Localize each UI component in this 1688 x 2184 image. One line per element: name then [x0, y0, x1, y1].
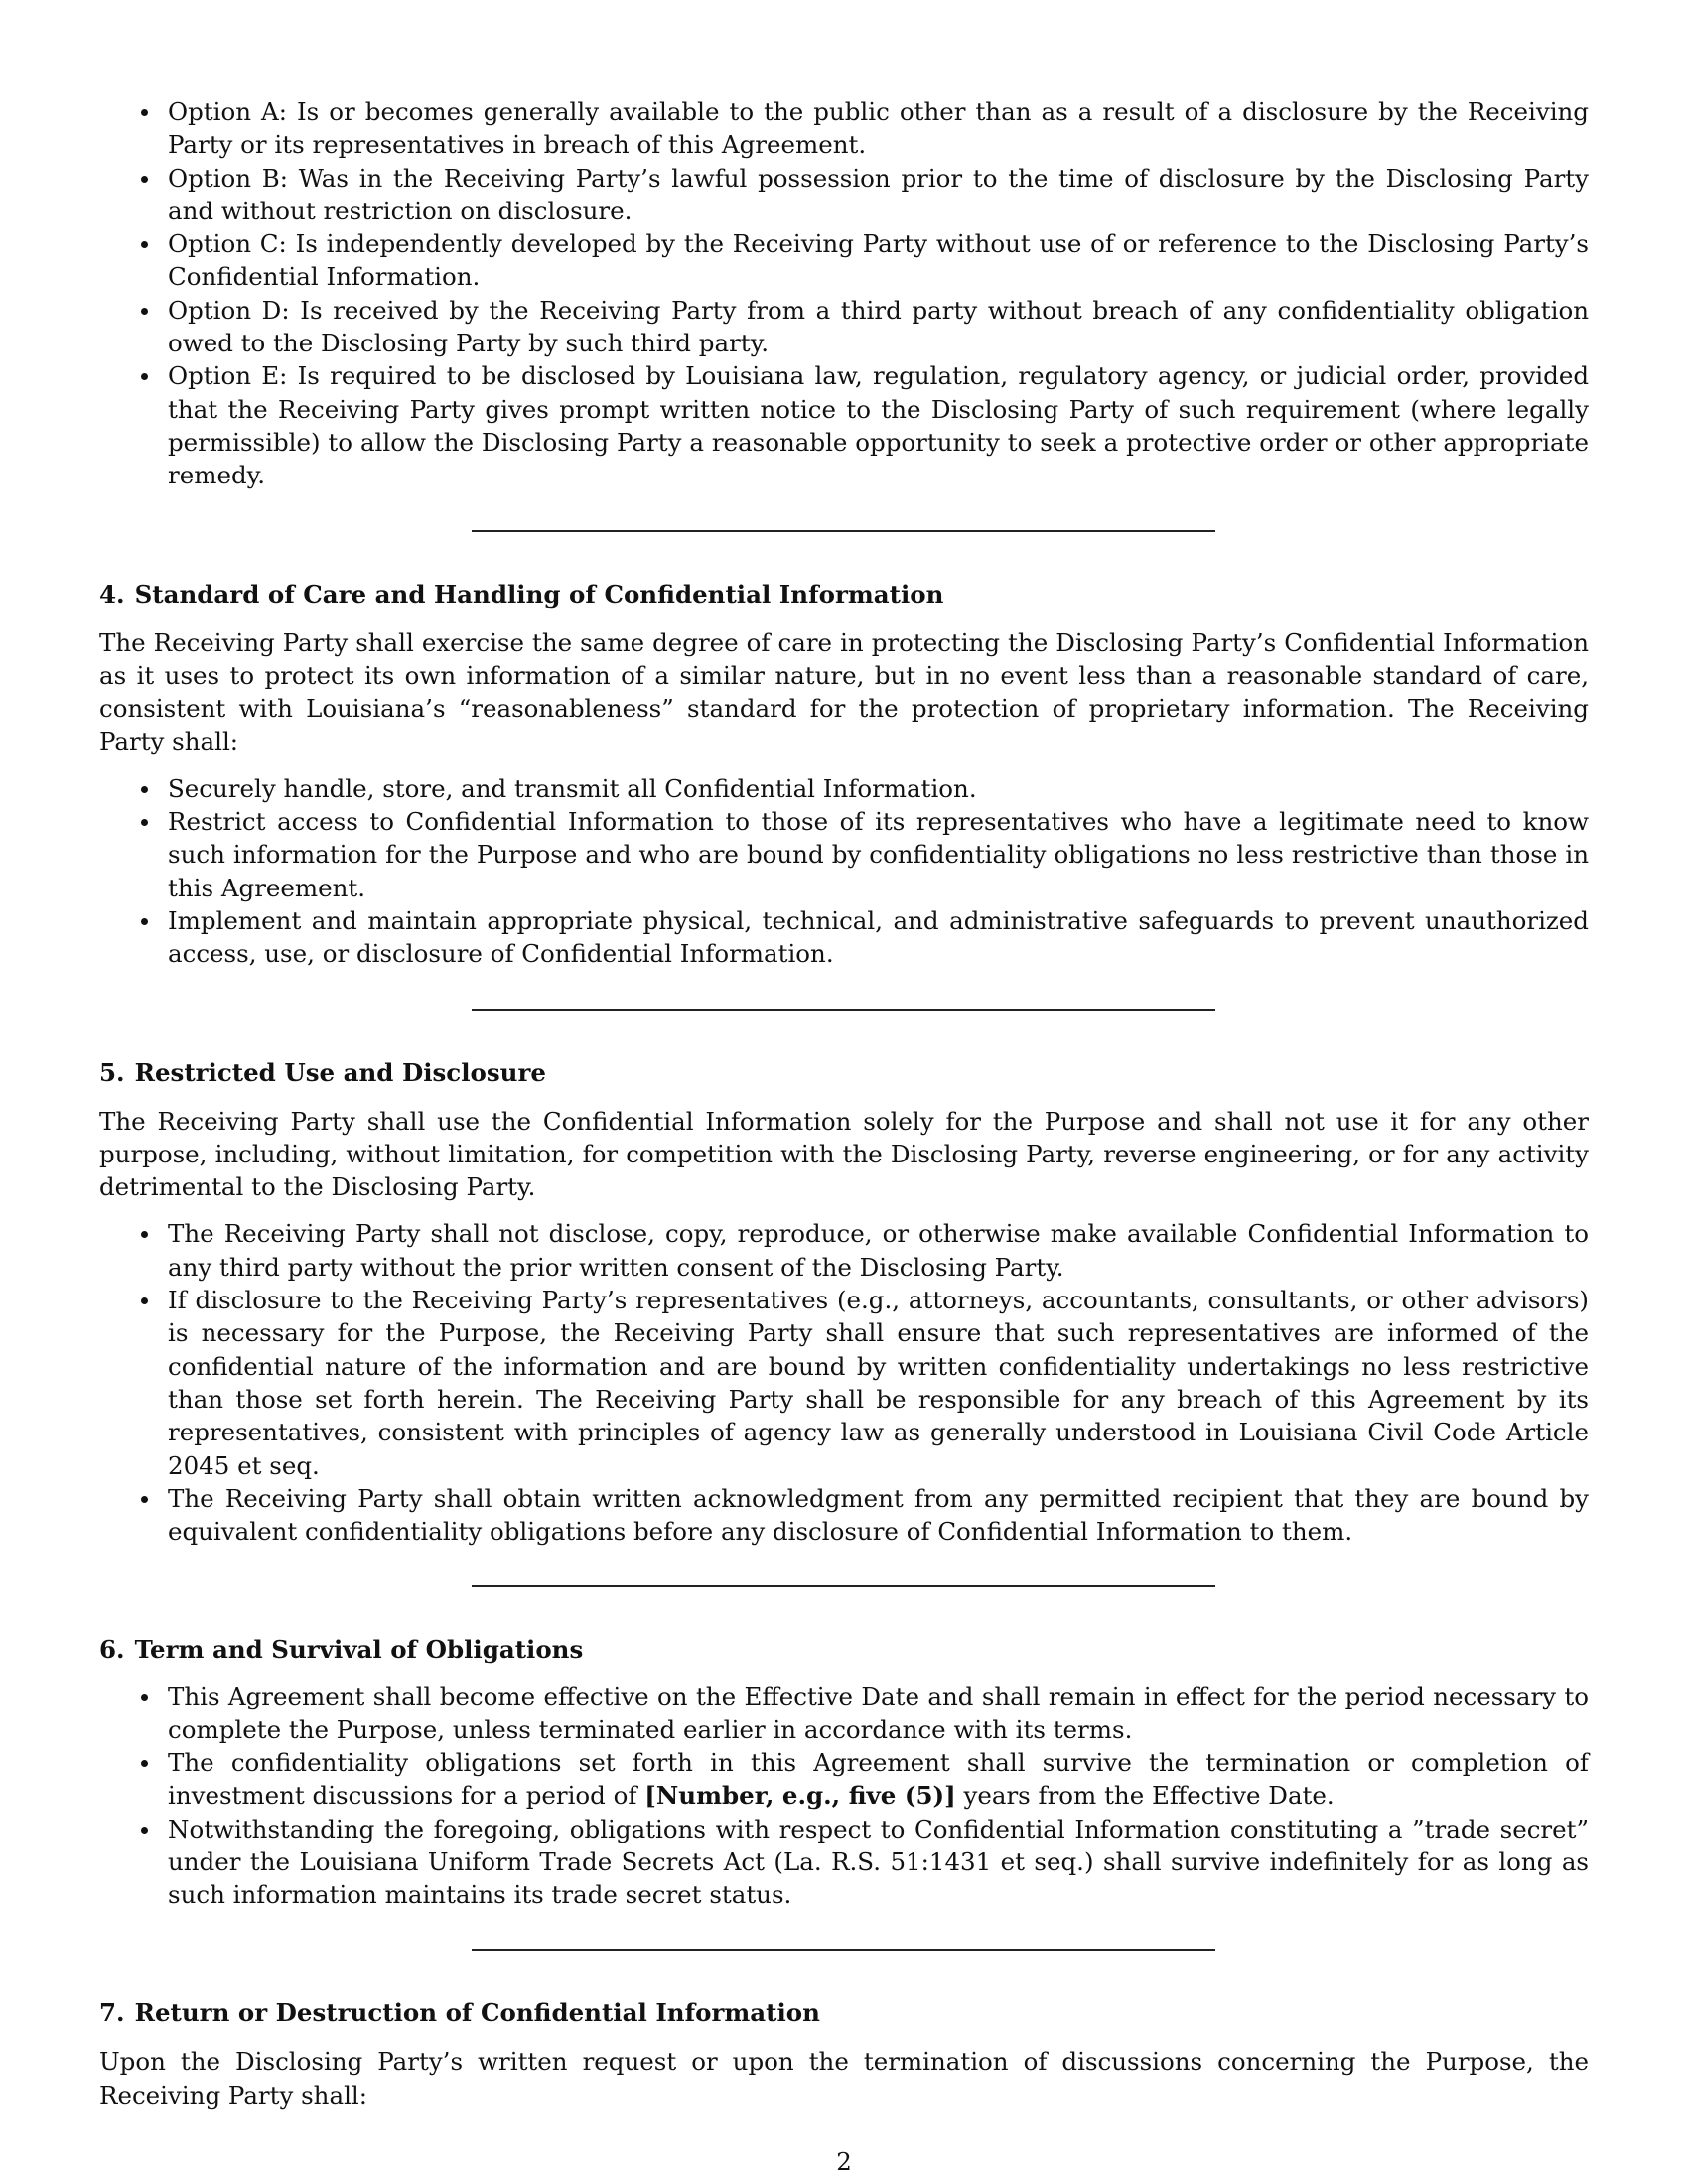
section5-heading: 5. Restricted Use and Disclosure	[99, 1057, 546, 1087]
list-item: Option A: Is or becomes generally available to the public other than as a result of a disclosure by the Receiving Party or its representatives in breach of this Agreement.	[99, 95, 1589, 162]
section-divider	[472, 1585, 1215, 1587]
list-item: The confidentiality obligations set forth in this Agreement shall survive the termination or completion of investment discussions for a period of [Number, e.g., five (5)] years from the Effective Date.	[99, 1746, 1589, 1813]
bullet-icon	[141, 1297, 148, 1304]
section6-heading: 6. Term and Survival of Obligations	[99, 1635, 584, 1665]
list-item: This Agreement shall become effective on the Effective Date and shall remain in effect for the period necessary to complete the Purpose, unless terminated earlier in accordance with its terms.	[99, 1680, 1589, 1746]
section7-heading: 7. Return or Destruction of Confidential Information	[99, 1998, 820, 2028]
bullet-icon	[141, 1827, 148, 1834]
list-item: Notwithstanding the foregoing, obligations with respect to Confidential Information constituting a ”trade secret” under the Louisiana Uniform Trade Secrets Act (La. R.S. 51:1431 et seq.) shall survive indefinitely for as long as such information maintains its trade secret status.	[99, 1813, 1589, 1912]
bullet-icon	[141, 308, 148, 315]
section5-intro: The Receiving Party shall use the Confidential Information solely for the Purpose and shall not use it for any other purpose, including, without limitation, for competition with the Disclosing Party, reverse engineering, or for any activity detrimental to the Disclosing Party.	[99, 1106, 1589, 1202]
section4-heading: 4. Standard of Care and Handling of Confidential Information	[99, 579, 944, 609]
page-number: 2	[836, 2147, 852, 2176]
section4-intro: The Receiving Party shall exercise the same degree of care in protecting the Disclosing Party’s Confidential Information as it uses to protect its own information of a similar nature, but in no event less than a reasonable standard of care, consistent with Louisiana’s “reasonableness” standard for the protection of proprietary information. The Receiving Party shall:	[99, 627, 1589, 756]
bullet-icon	[141, 918, 148, 925]
section5-list	[99, 1217, 1589, 1548]
bullet-icon	[141, 241, 148, 248]
bullet-icon	[141, 1760, 148, 1767]
bullet-icon	[141, 819, 148, 826]
bullet-icon	[141, 786, 148, 793]
bullet-icon	[141, 373, 148, 380]
bullet-icon	[141, 1694, 148, 1701]
bullet-icon	[141, 1231, 148, 1238]
list-item: Implement and maintain appropriate physical, technical, and administrative safeguards to prevent unauthorized access, use, or disclosure of Confidential Information.	[99, 904, 1589, 971]
bullet-icon	[141, 109, 148, 116]
section3-options-list	[99, 95, 1589, 492]
list-item: Option D: Is received by the Receiving Party from a third party without breach of any confidentiality obligation owed to the Disclosing Party by such third party.	[99, 294, 1589, 360]
list-item: If disclosure to the Receiving Party’s representatives (e.g., attorneys, accountants, consultants, or other advisors) is necessary for the Purpose, the Receiving Party shall ensure that such representatives are informed of the confidential nature of the information and are bound by written confidentiality undertakings no less restrictive than those set forth herein. The Receiving Party shall be responsible for any breach of this Agreement by its representatives, consistent with principles of agency law as generally understood in Louisiana Civil Code Article 2045 et seq.	[99, 1284, 1589, 1482]
list-item: The Receiving Party shall obtain written acknowledgment from any permitted recipient that they are bound by equivalent confidentiality obligations before any disclosure of Confidential Information to them.	[99, 1482, 1589, 1549]
section-divider	[472, 1949, 1215, 1951]
section6-list	[99, 1680, 1589, 1911]
section-divider	[472, 530, 1215, 532]
section7-intro: Upon the Disclosing Party’s written request or upon the termination of discussions concerning the Purpose, the Receiving Party shall:	[99, 2047, 1589, 2110]
list-item: Securely handle, store, and transmit all Confidential Information.	[99, 772, 1589, 805]
bullet-icon	[141, 176, 148, 183]
list-item: The Receiving Party shall not disclose, copy, reproduce, or otherwise make available Confidential Information to any third party without the prior written consent of the Disclosing Party.	[99, 1217, 1589, 1284]
list-item: Restrict access to Confidential Information to those of its representatives who have a legitimate need to know such information for the Purpose and who are bound by confidentiality obligations no less restrictive than those in this Agreement.	[99, 805, 1589, 904]
bullet-icon	[141, 1496, 148, 1503]
list-item: Option E: Is required to be disclosed by Louisiana law, regulation, regulatory agency, or judicial order, provided that the Receiving Party gives prompt written notice to the Disclosing Party of such requirement (where legally permissible) to allow the Disclosing Party a reasonable opportunity to seek a protective order or other appropriate remedy.	[99, 359, 1589, 491]
list-item: Option B: Was in the Receiving Party’s lawful possession prior to the time of disclosure by the Disclosing Party and without restriction on disclosure.	[99, 162, 1589, 228]
section4-list	[99, 772, 1589, 971]
section-divider	[472, 1009, 1215, 1011]
list-item: Option C: Is independently developed by the Receiving Party without use of or reference to the Disclosing Party’s Confidential Information.	[99, 227, 1589, 294]
term-years-placeholder: [Number, e.g., five (5)]	[644, 1781, 956, 1811]
document-page	[99, 95, 1589, 2112]
